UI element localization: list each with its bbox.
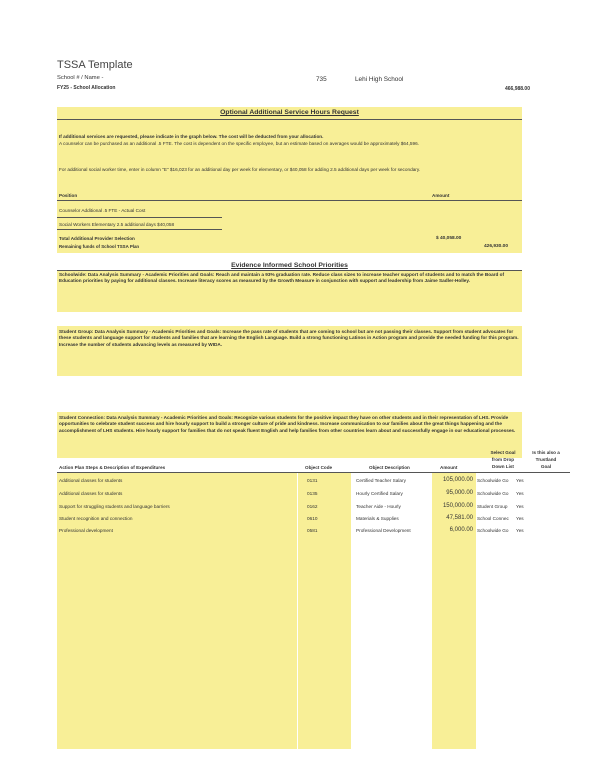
page-title: TSSA Template <box>57 59 133 71</box>
trust-cell: Yes <box>516 516 524 521</box>
steps-header: Action Plan Steps & Description of Expenditures <box>59 465 166 470</box>
goal-cell: Schoolwide Go <box>477 491 509 496</box>
trustland-header-line-1: Is this also a <box>532 450 560 455</box>
schoolwide-text: Schoolwide: Data Analysis Summary - Academic Priorities and Goals: Reach and maintain a 93% graduation rate. Reduce class sizes to increase teacher support of students and to match the Board of Education priorities by paying for additional classes. Increase literacy scores as measured by the Growth Measure in conjunction with support and leadership from Jaime Sadler-Holley. <box>59 272 505 284</box>
amount-cell: 95,000.00 <box>446 490 473 496</box>
optional-para-3: For additional social worker time, enter in column "E" $16,023 for an additional day per week for elementary, or $40,058 for adding 2.5 additional days per week for secondary. <box>59 167 421 172</box>
trustland-header <box>522 449 570 470</box>
desc-cell: Professional Development <box>356 528 411 533</box>
school-label: School # / Name - <box>57 75 104 81</box>
step-cell: Student recognition and connection <box>59 516 133 521</box>
col-amount: Amount <box>432 193 450 198</box>
code-cell: 0131 <box>307 478 318 483</box>
position-row-1: Counselor Additional .5 FTE - Actual Cost <box>59 208 146 213</box>
goal-header <box>479 449 527 470</box>
total-value: $ 40,058.00 <box>436 236 462 241</box>
goal-cell: Schoolwide Go <box>477 528 509 533</box>
school-number: 735 <box>316 76 327 83</box>
optional-title: Optional Additional Service Hours Request <box>220 109 359 116</box>
divider <box>57 229 222 230</box>
position-row-2: Social Workers Elementary 2.5 additional days $40,058 <box>59 222 175 227</box>
fy-label: FY25 - School Allocation <box>57 85 116 91</box>
desc-cell: Teacher Aide - Hourly <box>356 504 401 509</box>
priorities-title: Evidence Informed School Priorities <box>231 262 348 269</box>
trustland-header-line-3: Goal <box>540 464 552 469</box>
amount-cell: 47,581.00 <box>446 515 473 521</box>
amount-cell: 150,000.00 <box>442 503 473 509</box>
divider <box>57 200 522 201</box>
col-position: Position <box>59 193 78 198</box>
goal-header-line-3: Down List <box>492 464 514 469</box>
remaining-value: 426,930.00 <box>484 244 509 249</box>
trust-cell: Yes <box>516 478 524 483</box>
trust-cell: Yes <box>516 491 524 496</box>
goal-header-line-2: from Drop <box>491 457 515 462</box>
amount-cell: 6,000.00 <box>449 527 473 533</box>
student-connection-text: Student Connection: Data Analysis Summary - Academic Priorities and Goals: Recognize various students for the positive impact they have on other students and in their representation of LHS. Provide opportunities to celebrate student success and hire hourly support to build a stronger culture of pride and kindness. Increase communication to our families about the great things happening and the accomplishment of LHS students. Hire hourly support for families that do not speak fluent English and help families from other countries learn about and successfully engage in our educational processes. <box>59 415 516 433</box>
step-cell: Additional classes for students <box>59 478 123 483</box>
goal-header-line-1: Select Goal <box>490 450 516 455</box>
optional-para-2: A counselor can be purchased as an additional .5 FTE. The cost is dependent on the specific employee, but an estimate based on averages would be approximately $64,596. <box>59 141 420 146</box>
goal-cell: School Connec <box>477 516 509 521</box>
code-cell: 0162 <box>307 504 318 509</box>
trust-cell: Yes <box>516 504 524 509</box>
goal-cell: Student Group <box>477 504 508 509</box>
step-cell: Support for struggling students and language barriers <box>59 504 170 509</box>
amount-header: Amount <box>440 465 458 470</box>
optional-para-1: If additional services are requested, please indicate in the graph below. The cost will be deducted from your allocation. <box>59 134 324 139</box>
trust-cell: Yes <box>516 528 524 533</box>
divider <box>57 217 222 218</box>
desc-cell: Materials & Supplies <box>356 516 399 521</box>
step-cell: Additional classes for students <box>59 491 123 496</box>
code-column-fill <box>298 473 351 749</box>
code-cell: 0135 <box>307 491 318 496</box>
total-label: Total Additional Provider Selection <box>59 236 135 241</box>
code-header: Object Code <box>305 465 333 470</box>
trustland-header-line-2: Trustland <box>535 457 557 462</box>
amount-cell: 105,000.00 <box>442 477 473 483</box>
school-allocation: 466,988.00 <box>504 86 530 92</box>
student-group-text: Student Group: Data Analysis Summary - Academic Priorities and Goals: Increase the pass rate of students that are coming to school but are not passing their classes. Support from student advocates for these students and language support for students and families that are learning the English Language. Build a strong functioning Latinos in Action program and provide the needed funding for this program. Increase the number of students advancing levels as measured by WIDA. <box>59 329 519 347</box>
desc-header: Object Description <box>369 465 410 470</box>
remaining-label: Remaining funds of School TSSA Plan <box>59 244 140 249</box>
goal-cell: Schoolwide Go <box>477 478 509 483</box>
desc-cell: Certified Teacher Salary <box>356 478 406 483</box>
code-cell: 0581 <box>307 528 318 533</box>
step-cell: Professional development <box>59 528 113 533</box>
code-cell: 0610 <box>307 516 318 521</box>
desc-cell: Hourly Certified Salary <box>356 491 403 496</box>
steps-column-fill <box>57 473 297 749</box>
school-name: Lehi High School <box>355 76 404 83</box>
